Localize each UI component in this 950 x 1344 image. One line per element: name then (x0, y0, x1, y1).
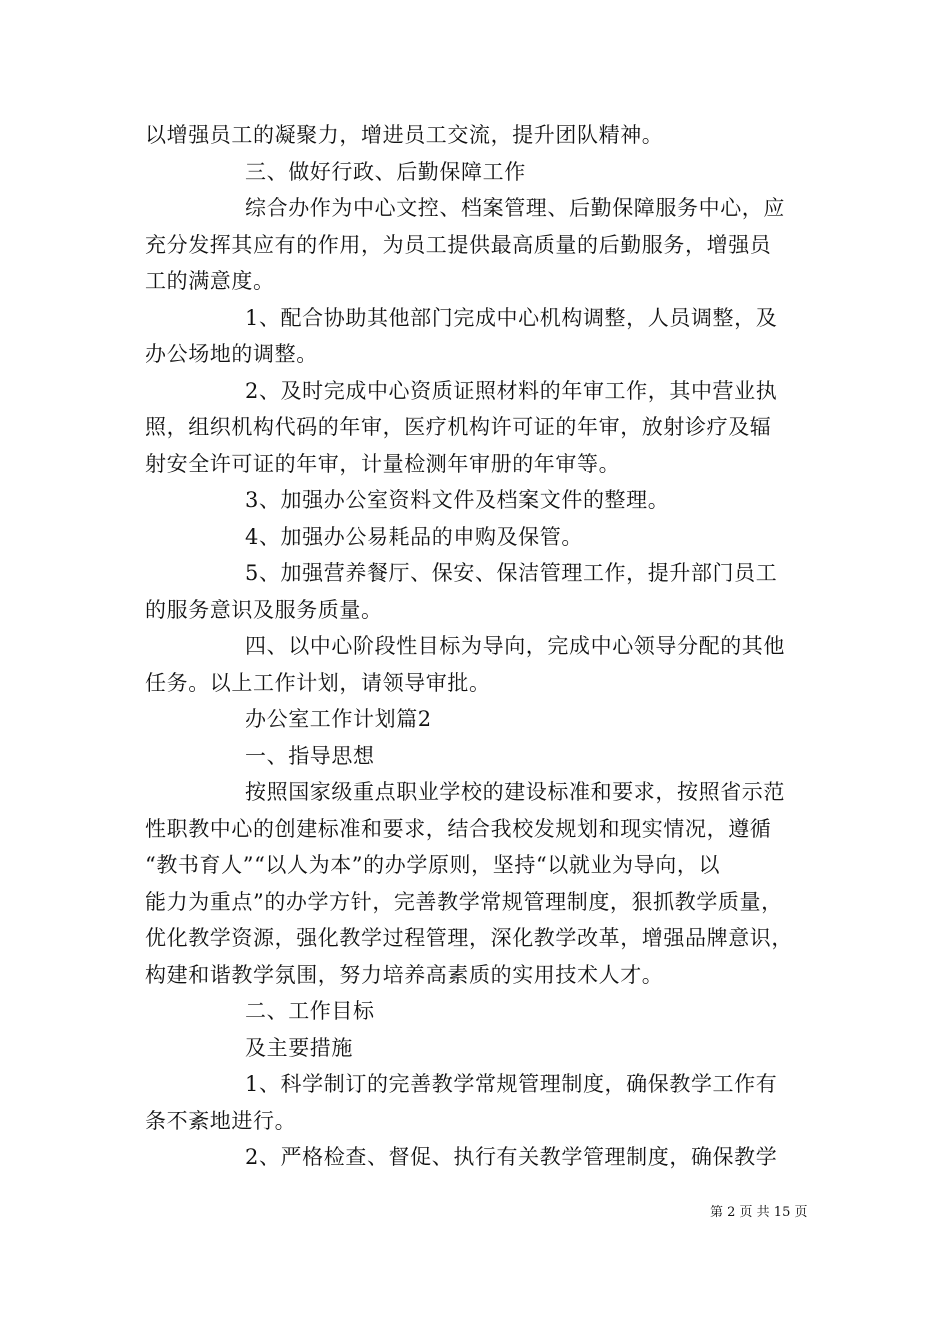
text-line: 办公场地的调整。 (145, 342, 318, 366)
section-heading: 二、工作目标 (245, 999, 375, 1023)
section-heading: 及主要措施 (245, 1035, 353, 1060)
text-line: “教书育人”“以人为本”的办学原则，坚持“以就业为导向，以 (145, 853, 721, 877)
section-heading: 一、指导思想 (245, 743, 375, 768)
text-line: 射安全许可证的年审，计量检测年审册的年审等。 (145, 451, 621, 476)
text-line: 工的满意度。 (145, 269, 275, 293)
list-item: 1、科学制订的完善教学常规管理制度，确保教学工作有 (245, 1072, 778, 1096)
text-line: 优化教学资源，强化教学过程管理，深化教学改革，增强品牌意识， (145, 926, 793, 950)
list-item: 1、配合协助其他部门完成中心机构调整，人员调整，及 (245, 305, 778, 330)
section-heading: 四、以中心阶段性目标为导向，完成中心领导分配的其他 (245, 634, 785, 658)
text-line: 条不紊地进行。 (145, 1108, 297, 1133)
text-line: 能力为重点”的办学方针，完善教学常规管理制度，狠抓教学质量， (145, 889, 783, 914)
text-line: 的服务意识及服务质量。 (145, 597, 383, 622)
text-line: 性职教中心的创建标准和要求，结合我校发规划和现实情况，遵循 (145, 816, 772, 841)
list-item: 2、及时完成中心资质证照材料的年审工作，其中营业执 (245, 378, 778, 403)
list-item: 4、加强办公易耗品的申购及保管。 (245, 524, 583, 549)
list-item: 2、严格检查、督促、执行有关教学管理制度，确保教学 (245, 1145, 778, 1169)
page-number-footer: 第 2 页 共 15 页 (710, 1205, 808, 1220)
text-line: 构建和谐教学氛围，努力培养高素质的实用技术人才。 (145, 962, 664, 987)
text-line: 照，组织机构代码的年审，医疗机构许可证的年审，放射诊疗及辐 (145, 415, 772, 439)
list-item: 5、加强营养餐厅、保安、保洁管理工作，提升部门员工 (245, 561, 778, 585)
list-item: 3、加强办公室资料文件及档案文件的整理。 (245, 488, 670, 512)
article-title: 办公室工作计划篇2 (245, 707, 432, 731)
document-body (145, 117, 815, 1176)
section-heading: 三、做好行政、后勤保障工作 (245, 159, 526, 184)
text-line: 按照国家级重点职业学校的建设标准和要求，按照省示范 (245, 780, 785, 804)
text-line: 以增强员工的凝聚力，增进员工交流，提升团队精神。 (145, 123, 664, 147)
text-line: 任务。以上工作计划，请领导审批。 (145, 670, 491, 695)
text-line: 综合办作为中心文控、档案管理、后勤保障服务中心，应 (245, 196, 785, 220)
text-line: 充分发挥其应有的作用，为员工提供最高质量的后勤服务，增强员 (145, 232, 772, 257)
